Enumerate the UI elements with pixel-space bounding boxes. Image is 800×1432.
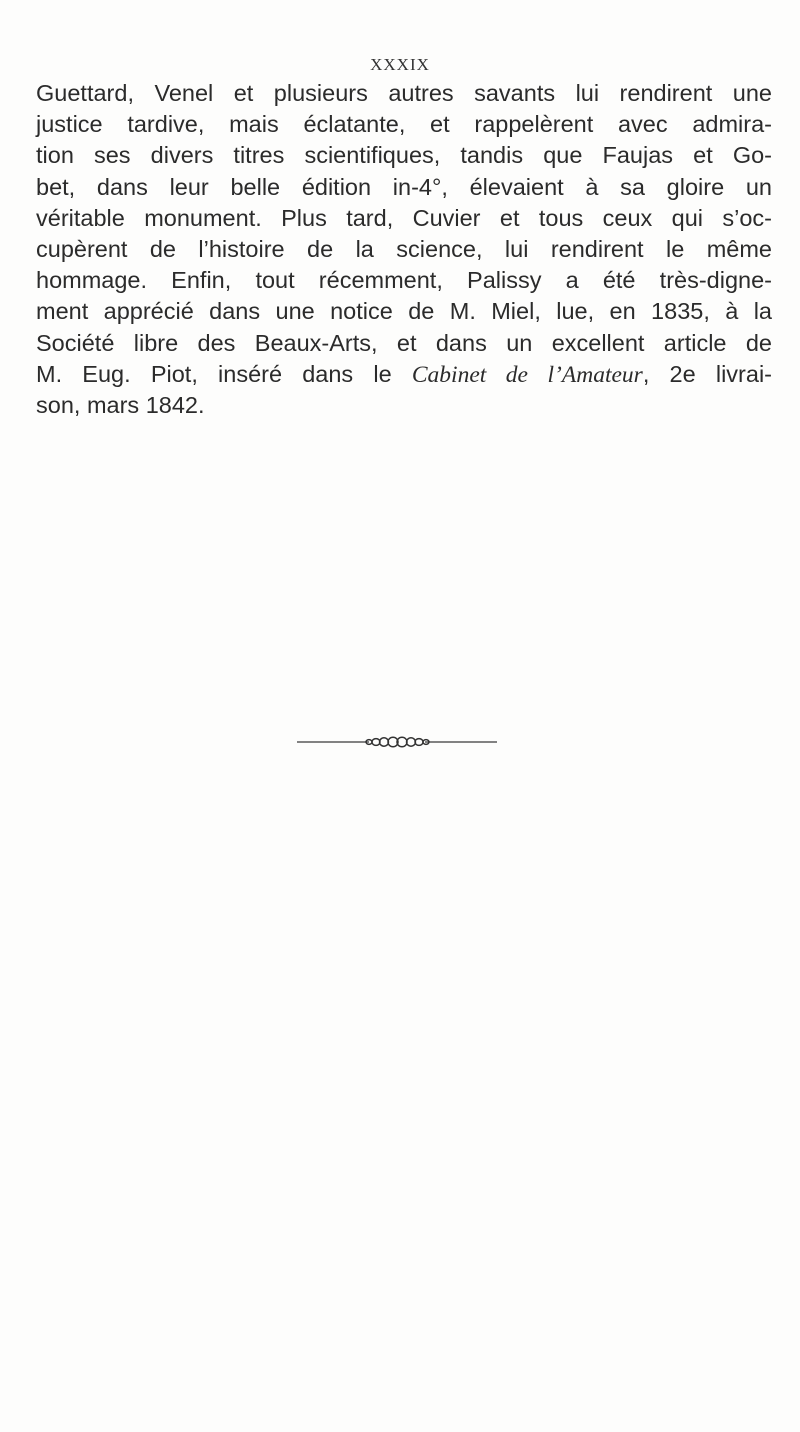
text-segment: M. Eug. Piot, inséré dans le [36,360,412,387]
text-line: hommage. Enfin, tout récemment, Palissy a été très-digne- [36,267,772,294]
text-line: bet, dans leur belle édition in-4°, élevaient à sa gloire un [36,173,772,200]
text-line: véritable monument. Plus tard, Cuvier et tous ceux qui s’oc- [36,204,772,231]
italic-title: Cabinet de l’Amateur [411,361,643,388]
text-line: ment apprécié dans une notice de M. Miel, lue, en 1835, à la [36,298,772,325]
text-line: Société libre des Beaux-Arts, et dans un excellent article de [36,329,772,356]
text-line: justice tardive, mais éclatante, et rappelèrent avec admira- [36,111,772,138]
body-paragraph [36,78,772,421]
text-line [36,359,772,390]
ornament-divider-icon [297,731,497,753]
text-line: cupèrent de l’histoire de la science, lui rendirent le même [36,235,772,262]
page-number: XXXIX [370,55,430,74]
text-line: tion ses divers titres scientifiques, tandis que Faujas et Go- [36,142,772,169]
text-line: Guettard, Venel et plusieurs autres savants lui rendirent une [36,80,772,106]
text-line: son, mars 1842. [36,391,205,418]
text-segment: , 2e livrai- [642,360,772,387]
